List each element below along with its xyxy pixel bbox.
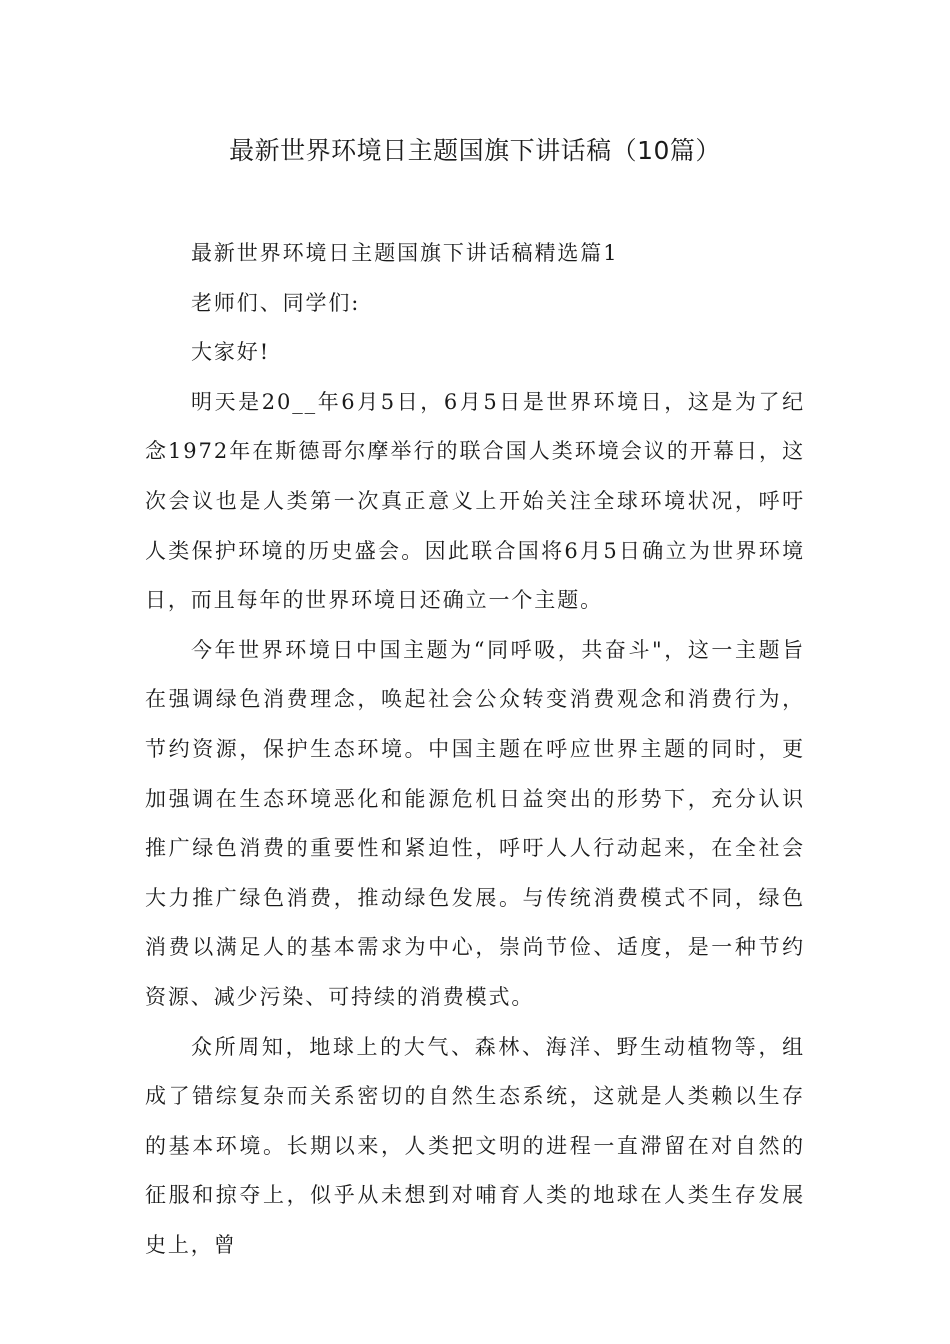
body-paragraph: 今年世界环境日中国主题为“同呼吸，共奋斗"，这一主题旨在强调绿色消费理念，唤起社会公众转变消费观念和消费行为，节约资源，保护生态环境。中国主题在呼应世界主题的同时，更加强调在生态环境恶化和能源危机日益突出的形势下，充分认识推广绿色消费的重要性和紧迫性，呼吁人人行动起来，在全社会大力推广绿色消费，推动绿色发展。与传统消费模式不同，绿色消费以满足人的基本需求为中心，崇尚节俭、适度，是一种节约资源、减少污染、可持续的消费模式。	[145, 637, 805, 1009]
body-paragraph: 众所周知，地球上的大气、森林、海洋、野生动植物等，组成了错综复杂而关系密切的自然生态系统，这就是人类赖以生存的基本环境。长期以来，人类把文明的进程一直滞留在对自然的征服和掠夺上，似乎从未想到对哺育人类的地球在人类生存发展史上，曾	[145, 1034, 805, 1257]
document-body	[145, 229, 805, 1270]
section-heading: 最新世界环境日主题国旗下讲话稿精选篇1	[191, 241, 619, 265]
body-paragraph: 明天是20__年6月5日，6月5日是世界环境日，这是为了纪念1972年在斯德哥尔摩举行的联合国人类环境会议的开幕日，这次会议也是人类第一次真正意义上开始关注全球环境状况，呼吁人类保护环境的历史盛会。因此联合国将6月5日确立为世界环境日，而且每年的世界环境日还确立一个主题。	[145, 389, 805, 613]
salutation: 老师们、同学们:	[191, 290, 361, 315]
document-title: 最新世界环境日主题国旗下讲话稿（10篇）	[229, 136, 721, 165]
greeting: 大家好!	[191, 340, 271, 365]
